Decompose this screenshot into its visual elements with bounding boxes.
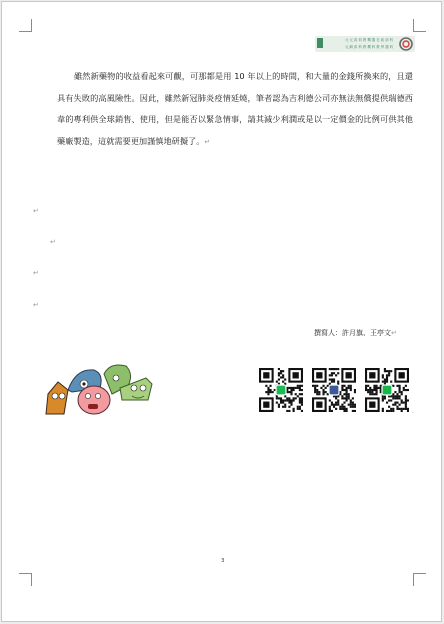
empty-paragraph-mark-2: ↵ bbox=[50, 238, 56, 246]
body-text: 雖然新藥物的收益看起來可觀，可那都是用 10 年以上的時間，和大量的金錢所換來的，且還具有失敗的高風險性。因此，雖然新冠肺炎疫情延燒，筆者認為吉利德公司亦無法無償提供瑞德西韋的專利供全球銷售、使用，但是能否以緊急情事，請其減少利潤或是以一定價金的比例可供其他藥廠製造，這就需要更加謹慎地研擬了。 bbox=[57, 71, 413, 146]
body-paragraph bbox=[57, 66, 413, 153]
qr-code-facebook-icon bbox=[312, 368, 356, 412]
crop-mark-bottom-left bbox=[19, 573, 32, 586]
qr-code-line bbox=[259, 368, 303, 412]
qr-code-line-at-icon bbox=[365, 368, 409, 412]
empty-paragraph-mark-4: ↵ bbox=[33, 301, 39, 309]
crop-mark-top-left bbox=[19, 19, 32, 32]
qr-code-line-at bbox=[365, 368, 409, 412]
page-number: 3 bbox=[221, 558, 225, 564]
header-logo bbox=[315, 33, 419, 55]
qr-code-facebook bbox=[312, 368, 356, 412]
paragraph-mark: ↵ bbox=[204, 137, 211, 146]
author-paragraph-mark: ↵ bbox=[391, 329, 397, 337]
header-logo-line1: 元 元 真 伺 教 機 器 在 政 部 科 bbox=[345, 38, 394, 42]
qr-code-line-icon bbox=[259, 368, 303, 412]
qr-paragraph-mark: . bbox=[412, 408, 414, 415]
crop-mark-bottom-right bbox=[413, 573, 426, 586]
logo-mark-icon bbox=[317, 38, 323, 48]
cartoon-characters-illustration bbox=[42, 360, 160, 418]
crop-mark-top-right bbox=[413, 19, 426, 32]
logo-swirl-icon bbox=[399, 37, 413, 51]
author-text: 撰寫人：許月旗、王亭文 bbox=[314, 329, 391, 337]
header-logo-line2: 元 網 真 科 教 機 科 教 學 器 科 bbox=[345, 45, 394, 49]
document-page bbox=[1, 1, 442, 622]
author-line bbox=[314, 328, 397, 338]
empty-paragraph-mark-3: ↵ bbox=[33, 269, 39, 277]
empty-paragraph-mark-1: ↵ bbox=[33, 207, 39, 215]
